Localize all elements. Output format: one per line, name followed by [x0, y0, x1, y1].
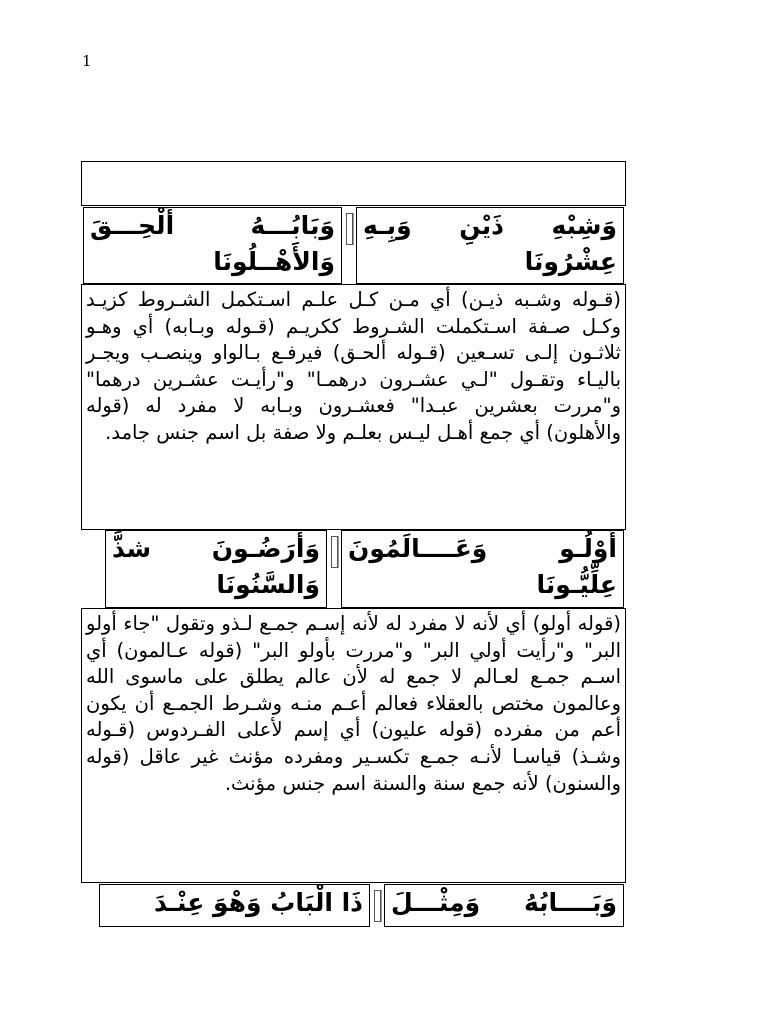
hemistich-separator [370, 884, 384, 927]
verse-row [83, 530, 624, 608]
verse-row [83, 884, 624, 927]
hemistich-separator [342, 207, 356, 284]
verse-hemistich-left: ذَا الْبَابُ وَهْوَ عِنْـدَ [99, 884, 370, 927]
page-number: 1 [82, 52, 92, 70]
verse-hemistich-left: وَأَرَضُـونَ شذَّ وَالسَّنُونَا [105, 530, 327, 608]
empty-header-box [81, 161, 626, 206]
commentary-paragraph: (قوله أولو) أي لأنه لا مفرد له لأنه إسـم جمـع لـذو وتقول "جاء أولو البر" و"رأيت أولي البر" و"مررت بأولو البر" (قوله عـالمون) أي اسـم جمـع لعـالم لا جمع له لأن عالم يطلق على ماسوى الله وعالمون مختص بالعقلاء فعالم أعـم منـه وشـرط الجمـع أن يكون أعم من مفرده (قوله عليون) أي إسم لأعلى الفـردوس (قـوله وشـذ) قياسـا لأنـه جمـع تكسـير ومفرده مؤنث غير عاقل (قوله والسنون) لأنه جمع سنة والسنة اسم جنس مؤنث. [81, 608, 626, 883]
verse-hemistich-right: أُوْلُـو وَعَــــالَمُونَ عِلِّيُّـونَا [341, 530, 624, 608]
verse-hemistich-right: وَشِبْهِ ذَيْنِ وَبِـهِ عِشْرُونَا [356, 207, 624, 284]
hemistich-separator [327, 530, 341, 608]
verse-hemistich-left: وَبَابُـــهُ أُلْحِـــقَ وَالأَهْــلُونَا [83, 207, 342, 284]
verse-row [83, 207, 624, 284]
commentary-paragraph: (قـوله وشـبه ذيـن) أي مـن كـل علـم اسـتكمل الشـروط كزيـد وكـل صـفة اسـتكملت الشـروط ككريـم (قـوله وبـابه) أي وهـو ثلاثـون إلـى تسـعين (قـوله ألحـق) فيرفـع بـالواو وينصـب ويجـر باليـاء وتقـول "لـي عشـرون درهمـا" و"رأيـت عشـرين درهما" و"مررت بعشرين عبـدا" فعشـرون وبـابه لا مفرد له (قوله والأهلون) أي جمع أهـل ليـس بعلـم ولا صفة بل اسم جنس جامد. [81, 284, 626, 530]
verse-hemistich-right: وَبَــــابُهُ وَمِثْـــلَ [384, 884, 624, 927]
